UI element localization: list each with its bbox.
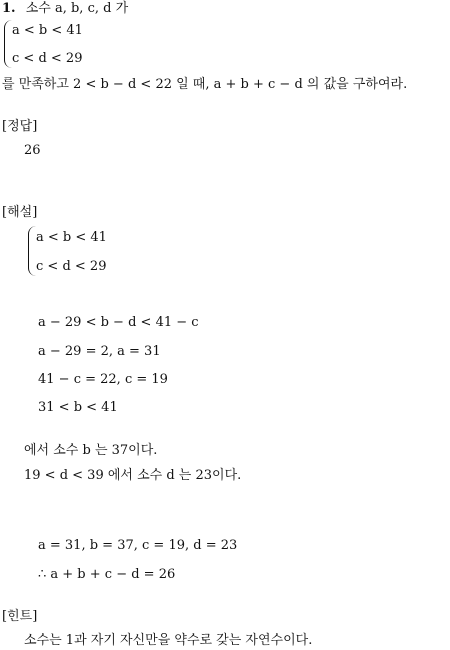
hint-label: [힌트] (2, 609, 38, 624)
solution-step-2: a − 29 = 2, a = 31 (38, 344, 161, 359)
solution-conclusion-b: 에서 소수 b 는 37이다. (24, 443, 158, 458)
problem-system-line-1: a < b < 41 (12, 23, 83, 38)
solution-system-line-1: a < b < 41 (36, 230, 107, 245)
solution-conclusion-d: 19 < d < 39 에서 소수 d 는 23이다. (24, 468, 242, 483)
problem-system-line-2: c < d < 29 (12, 51, 83, 66)
problem-number: 1. (2, 1, 16, 16)
problem-intro: 소수 a, b, c, d 가 (25, 1, 129, 16)
solution-step-1: a − 29 < b − d < 41 − c (38, 315, 199, 330)
answer-value: 26 (24, 143, 41, 158)
solution-label: [해설] (2, 205, 38, 220)
solution-step-3: 41 − c = 22, c = 19 (38, 372, 168, 387)
problem-heading (2, 0, 128, 18)
problem-condition: 를 만족하고 2 < b − d < 22 일 때, a + b + c − d 의 값을 구하여라. (2, 77, 408, 92)
solution-system-line-2: c < d < 29 (36, 259, 107, 274)
solution-final-answer: ∴ a + b + c − d = 26 (38, 567, 176, 582)
answer-label: [정답] (2, 119, 38, 134)
solution-step-4: 31 < b < 41 (38, 400, 118, 415)
hint-text: 소수는 1과 자기 자신만을 약수로 갖는 자연수이다. (24, 633, 313, 648)
solution-final-values: a = 31, b = 37, c = 19, d = 23 (38, 538, 238, 553)
